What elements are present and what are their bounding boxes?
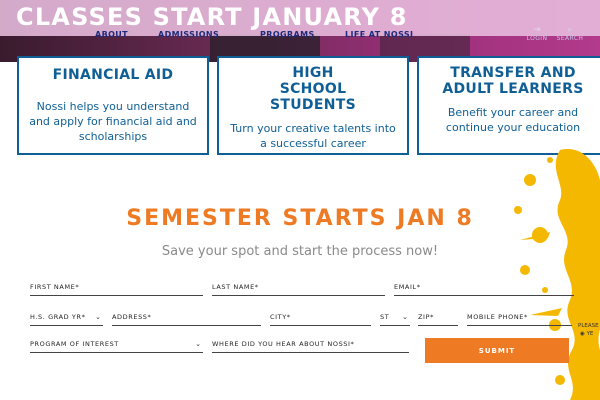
consent-label: PLEASE [578,323,599,329]
nav-programs[interactable]: PROGRAMS [260,30,315,39]
chevron-down-icon: ⌄ [95,313,101,321]
card-high-school-students[interactable] [217,56,409,155]
login-button[interactable] [523,26,551,42]
form-subtitle: Save your spot and start the process now! [161,244,439,259]
card-financial-aid[interactable] [17,56,209,155]
search-label: SEARCH [556,35,584,42]
form-title: SEMESTER STARTS JAN 8 [126,206,474,231]
submit-button[interactable]: SUBMIT [425,338,569,363]
nav-admissions[interactable]: ADMISSIONS [158,30,220,39]
card-body: Nossi helps you understand and apply for financial aid and scholarships [29,100,197,143]
address-field[interactable]: ADDRESS* [112,308,261,326]
consent-radio-yes[interactable]: ◉ YE [580,331,594,337]
email-field[interactable]: EMAIL* [394,278,574,296]
city-field[interactable]: CITY* [270,308,371,326]
zip-field[interactable]: ZIP* [418,308,458,326]
card-body: Benefit your career and continue your education [445,106,581,134]
card-title: HIGH SCHOOL STUDENTS [270,65,356,113]
chevron-down-icon: ⌄ [402,313,408,321]
nav-life-at-nossi[interactable]: LIFE AT NOSSI [345,30,414,39]
card-body: Turn your creative talents into a successful career [230,122,396,150]
last-name-field[interactable]: LAST NAME* [212,278,385,296]
search-icon: ⌕ [567,25,573,35]
search-button[interactable] [556,26,584,42]
first-name-field[interactable]: FIRST NAME* [30,278,203,296]
announcement-text: CLASSES START JANUARY 8 [16,3,408,31]
program-of-interest-select[interactable]: PROGRAM OF INTEREST ⌄ [30,335,203,353]
login-icon: ⇥ [533,25,541,35]
nav-about[interactable]: ABOUT [95,30,129,39]
login-label: LOGIN [526,35,548,42]
mobile-phone-field[interactable]: MOBILE PHONE* [467,308,572,326]
card-title: FINANCIAL AID [52,67,174,83]
chevron-down-icon: ⌄ [195,340,201,348]
card-title: TRANSFER AND ADULT LEARNERS [442,65,584,97]
grad-year-select[interactable]: H.S. GRAD YR* ⌄ [30,308,103,326]
main-nav [0,30,600,42]
state-select[interactable]: ST ⌄ [380,308,410,326]
referral-source-field[interactable]: WHERE DID YOU HEAR ABOUT NOSSI* [212,335,409,353]
